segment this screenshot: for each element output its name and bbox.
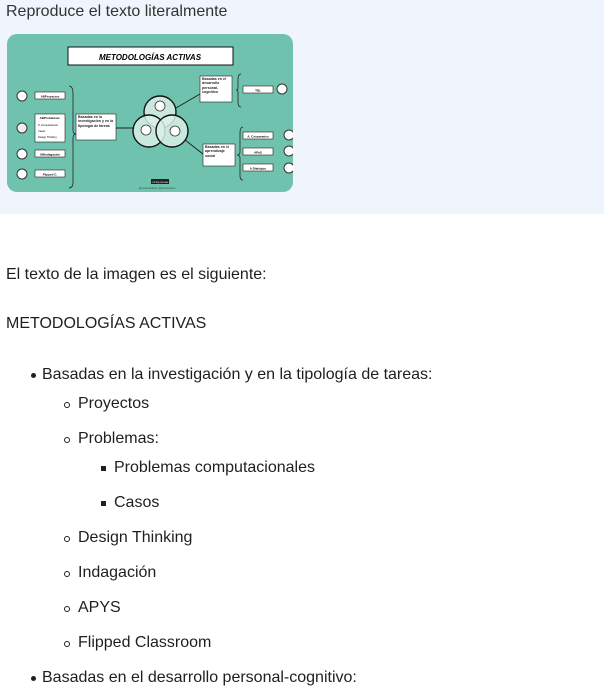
svg-text:Flipped C.: Flipped C. (42, 172, 58, 177)
svg-text:ABProyectos: ABProyectos (40, 94, 60, 99)
list-item: Indagación (42, 562, 596, 584)
svg-text:@susanalobelo @bertamares: @susanalobelo @bertamares (138, 186, 176, 190)
svg-text:APyS: APyS (254, 150, 262, 155)
list-item: Problemas: Problemas computacionales Casos (42, 428, 596, 514)
list-item: Basadas en la investigación y en la tipología de tareas: Proyectos Problemas: Problemas computacionales Casos Design Thinking Indagación APYS Flipped Classroom (6, 364, 596, 654)
list-item: Basadas en el desarrollo personal-cognitivo: (6, 667, 596, 689)
attached-image[interactable] (7, 34, 293, 192)
answer-intro: El texto de la imagen es el siguiente: (6, 266, 267, 283)
list-item: Proyectos (42, 393, 596, 415)
svg-text:P. computacional: P. computacional (38, 124, 58, 127)
svg-text:Casos: Casos (38, 130, 46, 133)
svg-text:TBL: TBL (255, 88, 261, 93)
svg-text:A. Cooperativo: A. Cooperativo (247, 134, 269, 139)
svg-text:ABProblemas:: ABProblemas: (39, 116, 61, 120)
svg-text:Design Thinking: Design Thinking (38, 136, 57, 139)
svg-text:A.Dialógico: A.Dialógico (249, 166, 267, 171)
sections-list (6, 364, 596, 689)
list-item: Casos (78, 492, 596, 514)
assistant-response (6, 266, 596, 689)
mindmap-title: METODOLOGÍAS ACTIVAS (98, 53, 202, 62)
list-item: Problemas computacionales (78, 457, 596, 479)
mindmap-image: METODOLOGÍAS ACTIVAS ABProyectos ABProblemas: P. computacional Casos Design Thinking ABIndagación Flipped C. Basadas en la investigación y en la tipología de tareas Basadas en el desarrollo personal-cognitivo TBL Basadas en el aprendizaje social A. Cooperativo APyS A.Dialógico cc by-nc-sa @susanalobelo @bertamares (7, 34, 293, 192)
svg-text:cc by-nc-sa: cc by-nc-sa (152, 180, 168, 184)
user-message (0, 0, 604, 214)
list-item: Flipped Classroom (42, 632, 596, 654)
list-item: APYS (42, 597, 596, 619)
list-item: Design Thinking (42, 527, 596, 549)
left-items (17, 91, 65, 179)
user-prompt: Reproduce el texto literalmente (6, 3, 228, 20)
svg-text:ABIndagación: ABIndagación (39, 152, 61, 157)
answer-heading: METODOLOGÍAS ACTIVAS (6, 315, 207, 332)
